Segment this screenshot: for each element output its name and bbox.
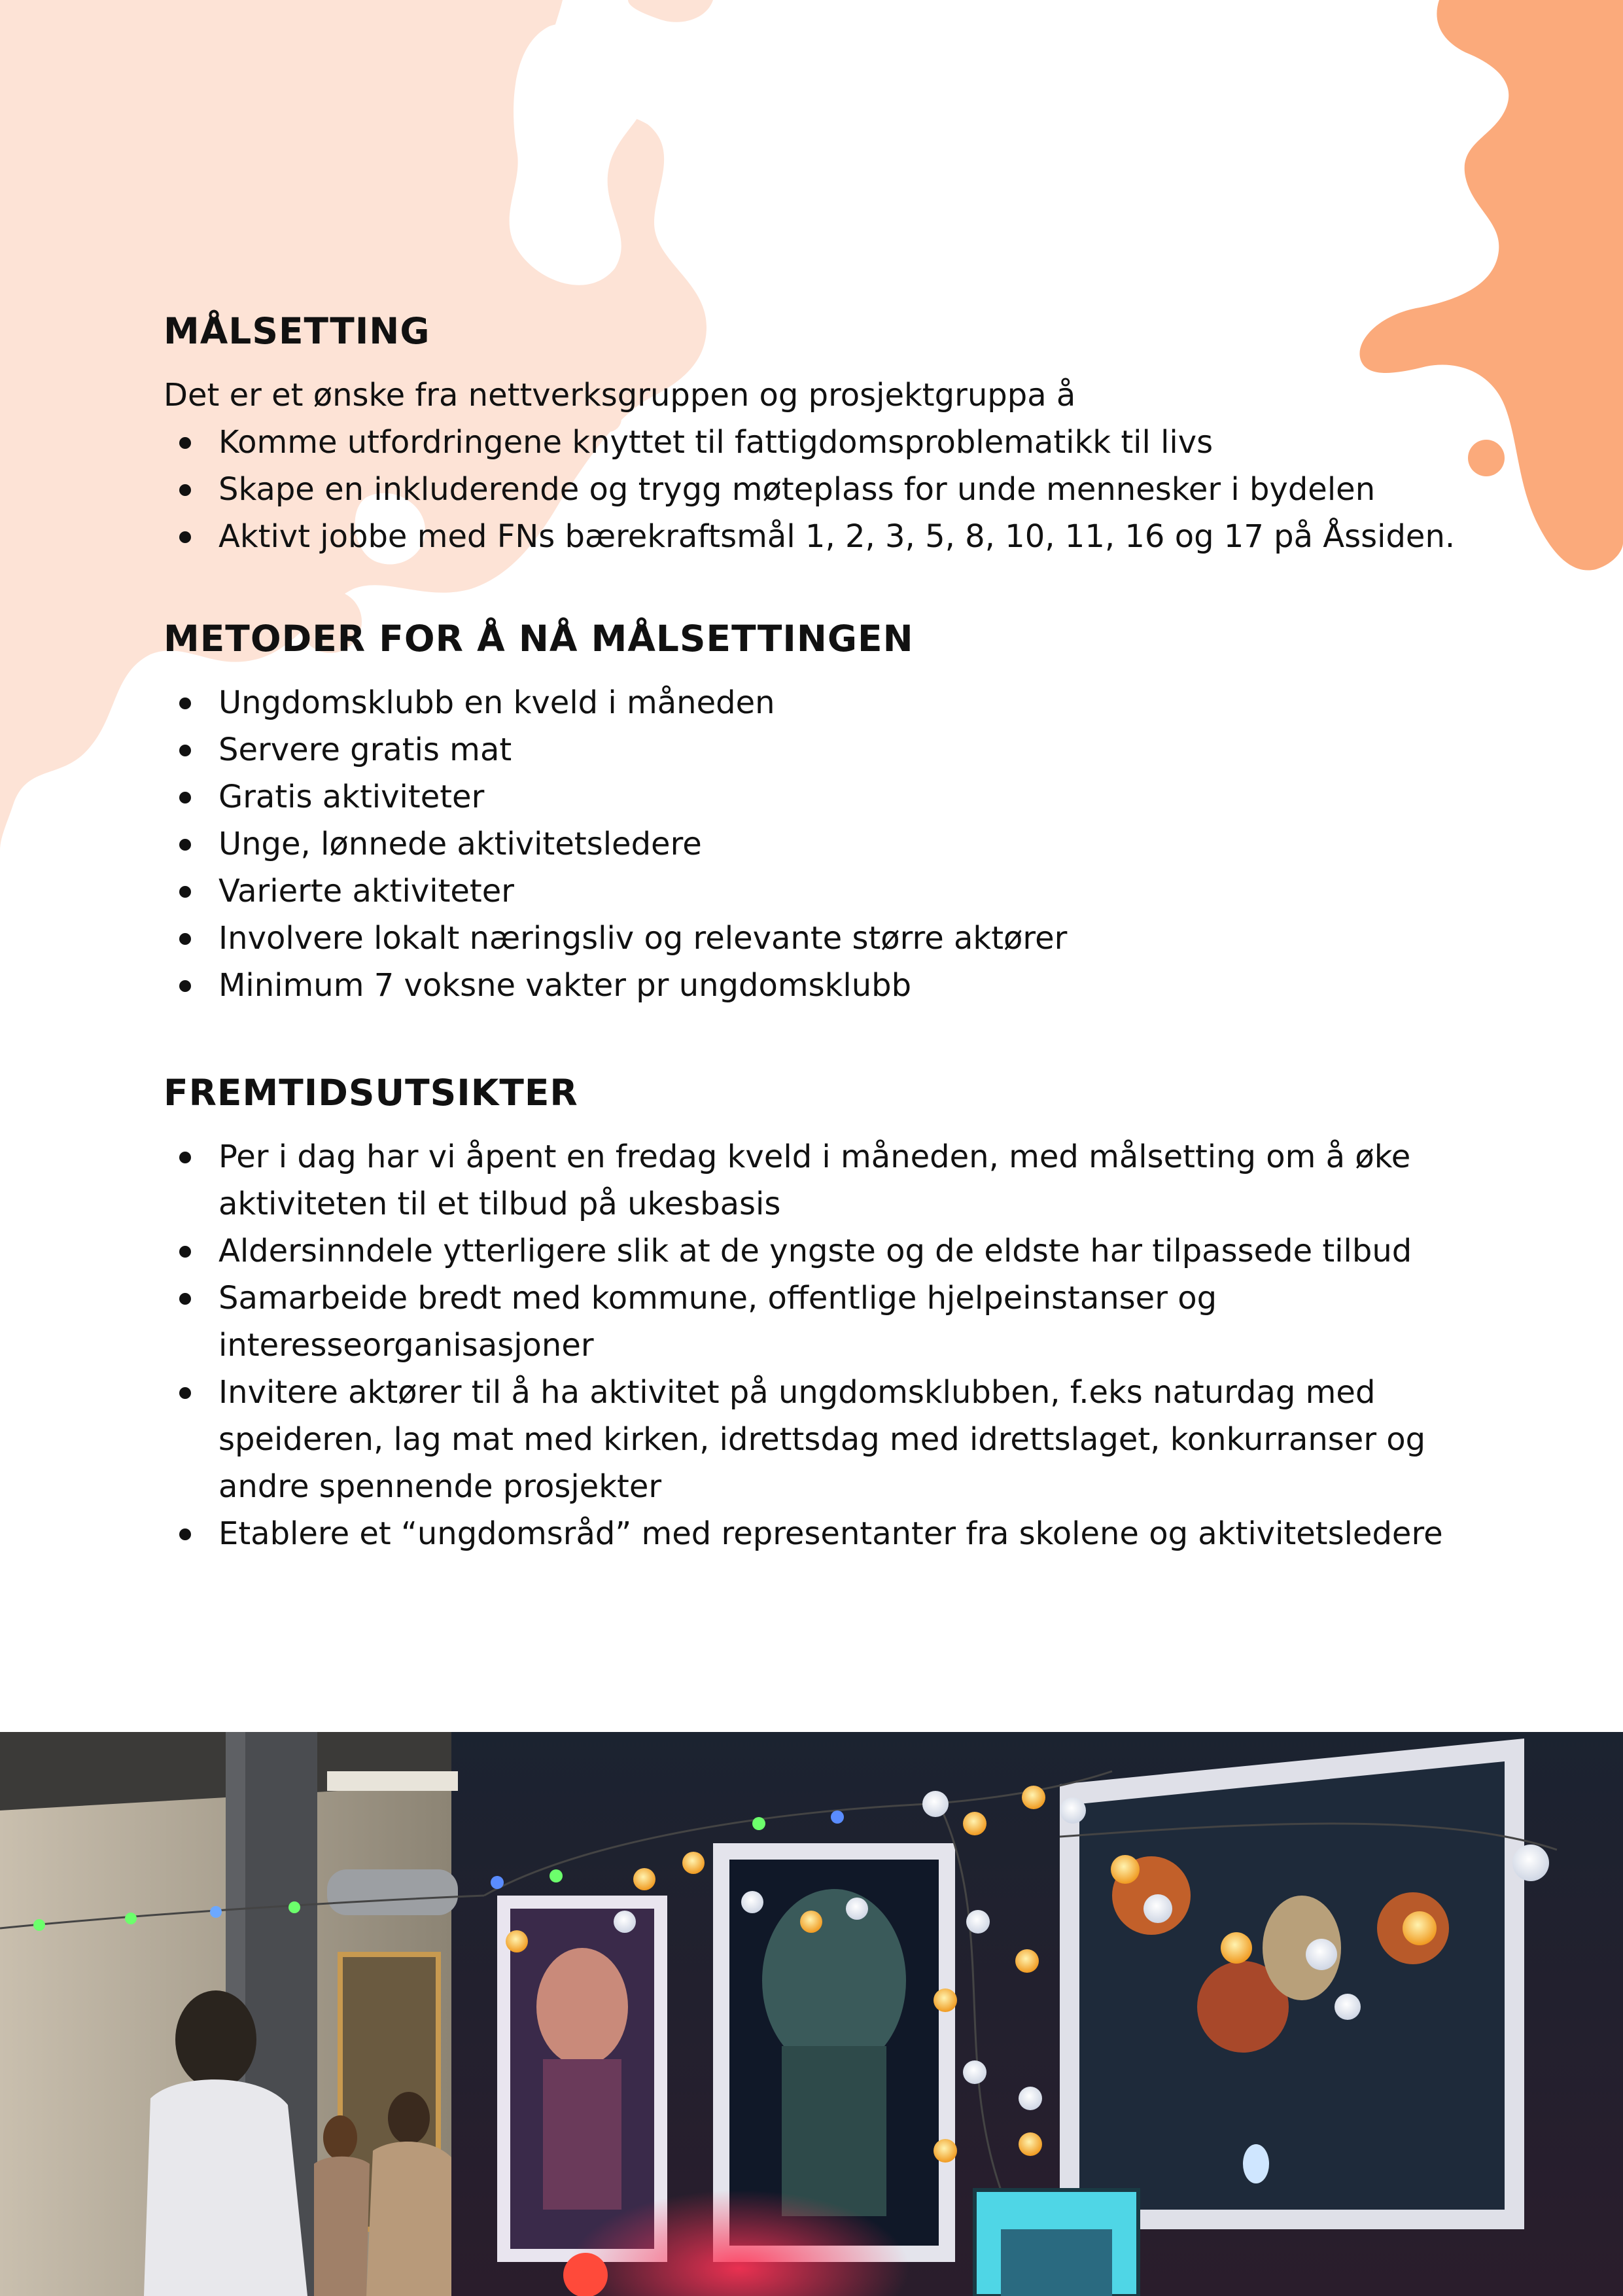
method-item: Ungdomsklubb en kveld i måneden [164,679,1472,726]
future-item: Samarbeide bredt med kommune, offentlige hjelpeinstanser og interesseorganisasjoner [164,1275,1472,1369]
goal-item: Skape en inkluderende og trygg møteplass for unde mennesker i bydelen [164,466,1472,513]
youth-club-photo [0,1732,1623,2296]
red-light [563,2253,608,2296]
future-list [164,1133,1472,1557]
future-section [164,1069,1472,1557]
goal-section [164,308,1472,560]
goal-item: Aktivt jobbe med FNs bærekraftsmål 1, 2, 3, 5, 8, 10, 11, 16 og 17 på Åssiden. [164,513,1472,560]
method-item: Involvere lokalt næringsliv og relevante større aktører [164,915,1472,962]
method-item: Servere gratis mat [164,726,1472,773]
methods-heading: METODER FOR Å NÅ MÅLSETTINGEN [164,618,914,660]
goal-heading: MÅLSETTING [164,310,430,352]
future-heading: FREMTIDSUTSIKTER [164,1072,578,1114]
goal-item: Komme utfordringene knyttet til fattigdomsproblematikk til livs [164,419,1472,466]
future-item: Aldersinndele ytterligere slik at de yngste og de eldste har tilpassede tilbud [164,1227,1472,1275]
methods-section [164,615,1472,1009]
method-item: Varierte aktiviteter [164,868,1472,915]
future-item: Invitere aktører til å ha aktivitet på ungdomsklubben, f.eks naturdag med speideren, lag mat med kirken, idrettsdag med idrettslaget, konkurranser og andre spennende prosjekter [164,1369,1472,1510]
goal-list [164,419,1472,560]
future-item: Per i dag har vi åpent en fredag kveld i måneden, med målsetting om å øke aktiviteten til et tilbud på ukesbasis [164,1133,1472,1227]
method-item: Minimum 7 voksne vakter pr ungdomsklubb [164,962,1472,1009]
method-item: Gratis aktiviteter [164,773,1472,821]
goal-intro: Det er et ønske fra nettverksgruppen og prosjektgruppa å [164,377,1076,414]
method-item: Unge, lønnede aktivitetsledere [164,821,1472,868]
future-item: Etablere et “ungdomsråd” med representanter fra skolene og aktivitetsledere [164,1510,1472,1557]
framed-art-3 [1060,1739,1524,2229]
methods-list [164,679,1472,1009]
document-body [164,308,1472,1557]
